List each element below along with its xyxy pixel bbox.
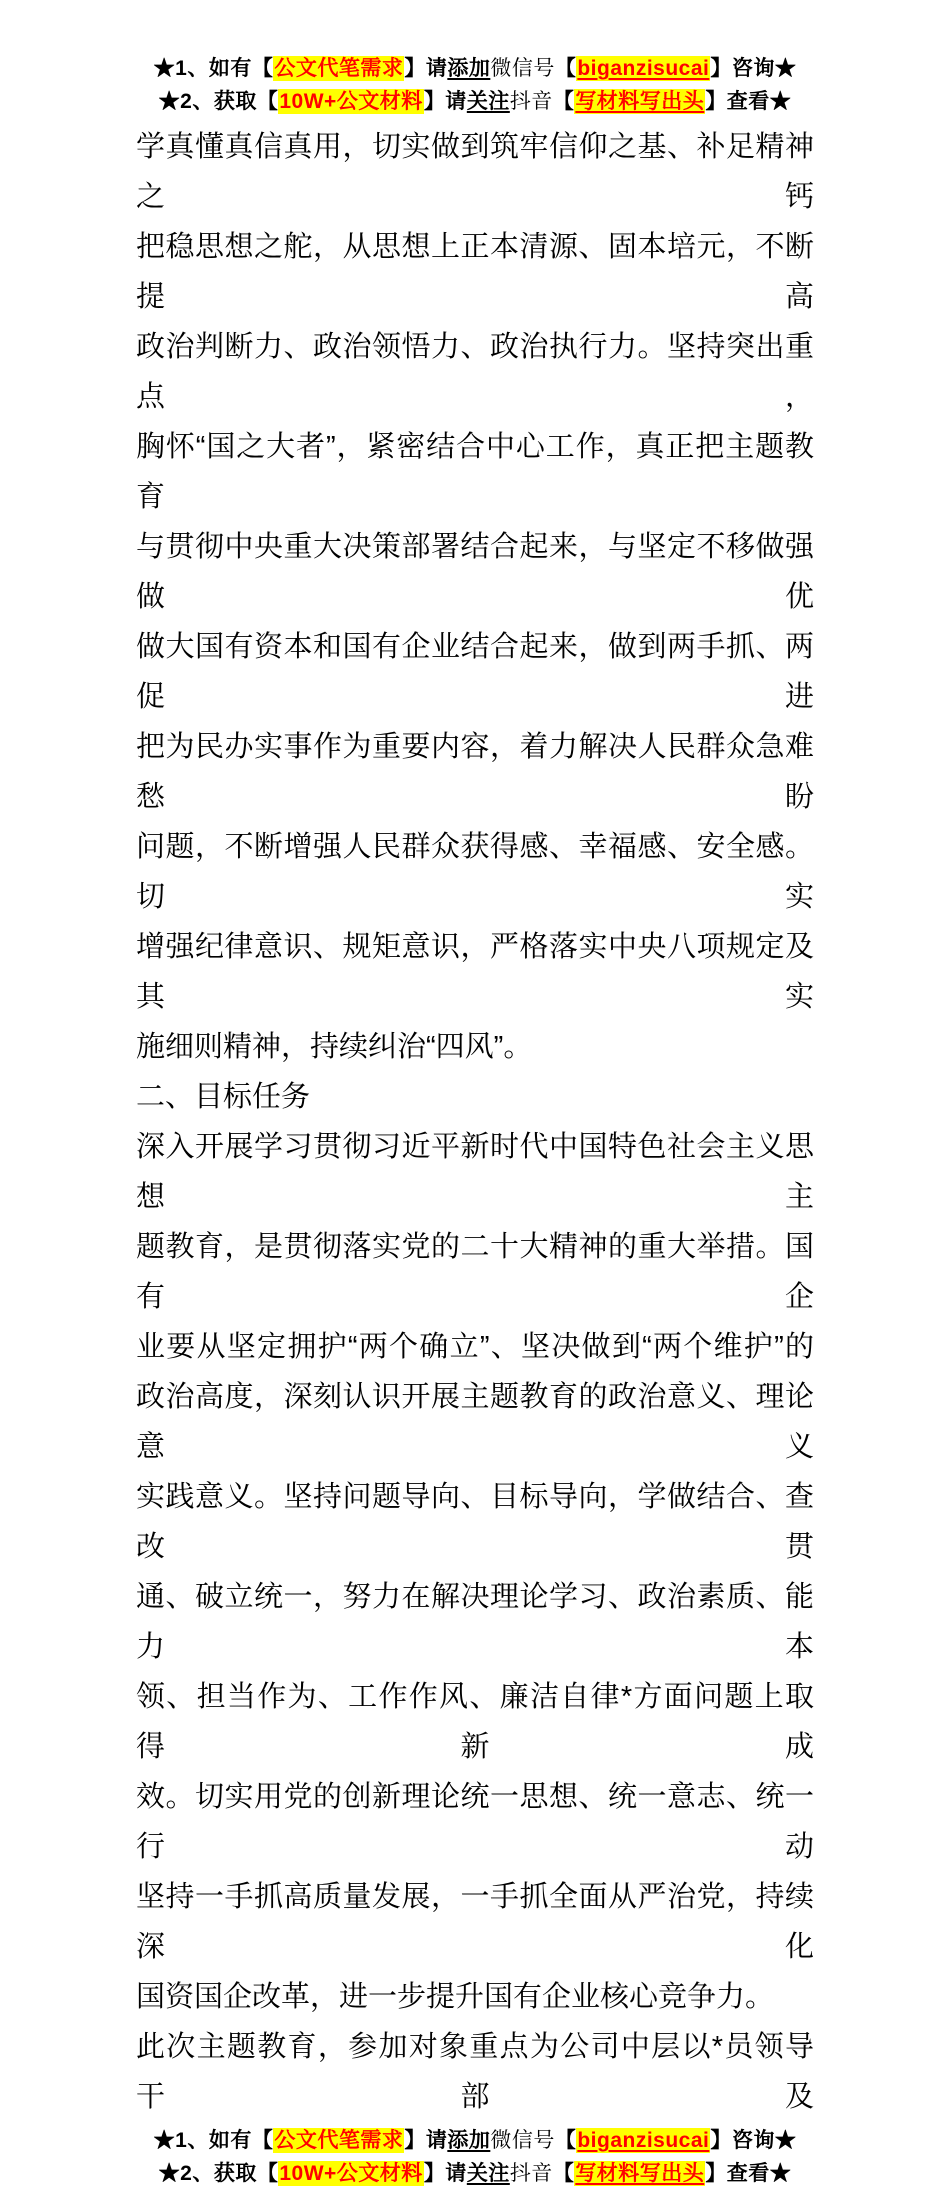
paragraph xyxy=(136,2022,814,2122)
text-line: 二、目标任务 xyxy=(136,1081,311,1113)
banner-text: 关注 xyxy=(466,2162,510,2185)
banner-text: 添加 xyxy=(447,2129,491,2152)
banner-text: 】查看★ xyxy=(705,90,792,113)
highlighted-text: 10W+公文材料 xyxy=(279,90,423,113)
header-notice-line-2 xyxy=(0,85,950,118)
banner-text: 关注 xyxy=(466,90,510,113)
text-line: 领、担当作为、工作作风、廉洁自律*方面问题上取得新成 xyxy=(136,1681,814,1763)
section-heading xyxy=(136,1072,814,1122)
text-line: 把为民办实事作为重要内容，着力解决人民群众急难愁盼 xyxy=(136,731,814,813)
highlighted-text: biganzisucai xyxy=(577,2129,710,2152)
footer-notice-line-2 xyxy=(0,2157,950,2190)
header-notice-line-1 xyxy=(0,52,950,85)
text-line: 与贯彻中央重大决策部署结合起来，与坚定不移做强做优 xyxy=(136,531,814,613)
text-line: 深入开展学习贯彻习近平新时代中国特色社会主义思想主 xyxy=(136,1131,814,1213)
banner-text: 【 xyxy=(552,90,575,113)
banner-text: 】请 xyxy=(423,2162,467,2185)
document-body xyxy=(136,122,814,2122)
banner-text: 】请 xyxy=(423,90,467,113)
text-line: 政治判断力、政治领悟力、政治执行力。坚持突出重点， xyxy=(136,331,814,413)
text-line: 坚持一手抓高质量发展，一手抓全面从严治党，持续深化 xyxy=(136,1881,814,1963)
footer-notice-line-1 xyxy=(0,2124,950,2157)
text-line: 政治高度，深刻认识开展主题教育的政治意义、理论意义 xyxy=(136,1381,814,1463)
text-line: 业要从坚定拥护“两个确立”、坚决做到“两个维护”的 xyxy=(136,1331,814,1363)
text-line: 做大国有资本和国有企业结合起来，做到两手抓、两促进 xyxy=(136,631,814,713)
text-line: 实践意义。坚持问题导向、目标导向，学做结合、查改贯 xyxy=(136,1481,814,1563)
text-line: 题教育，是贯彻落实党的二十大精神的重大举措。国有企 xyxy=(136,1231,814,1313)
banner-text: 【 xyxy=(554,2129,577,2152)
banner-text: 抖音 xyxy=(509,2162,553,2185)
banner-text: 】请 xyxy=(404,2129,448,2152)
banner-text: 】请 xyxy=(404,57,448,80)
highlighted-text: 10W+公文材料 xyxy=(279,2162,423,2185)
footer-notice xyxy=(0,2122,950,2190)
text-line: 学真懂真信真用，切实做到筑牢信仰之基、补足精神之钙 xyxy=(136,131,814,213)
highlighted-text: biganzisucai xyxy=(577,57,710,80)
banner-text: 微信号 xyxy=(490,2129,555,2152)
text-line: 增强纪律意识、规矩意识，严格落实中央八项规定及其实 xyxy=(136,931,814,1013)
banner-text: 】查看★ xyxy=(705,2162,792,2185)
highlighted-text: 写材料写出头 xyxy=(575,90,705,113)
paragraph xyxy=(136,1122,814,2022)
banner-text: 【 xyxy=(552,2162,575,2185)
highlighted-text: 公文代笔需求 xyxy=(274,2129,404,2152)
banner-text: ★1、如有【 xyxy=(153,2129,274,2152)
header-notice xyxy=(0,0,950,118)
banner-text: 微信号 xyxy=(490,57,555,80)
banner-text: 抖音 xyxy=(509,90,553,113)
banner-text: ★2、获取【 xyxy=(158,2162,279,2185)
text-line: 此次主题教育，参加对象重点为公司中层以*员领导干部及 xyxy=(136,2031,814,2113)
text-line: 问题，不断增强人民群众获得感、幸福感、安全感。切实 xyxy=(136,831,814,913)
text-line: 把稳思想之舵，从思想上正本清源、固本培元，不断提高 xyxy=(136,231,814,313)
text-line: 施细则精神，持续纠治“四风”。 xyxy=(136,1031,533,1063)
banner-text: 【 xyxy=(554,57,577,80)
paragraph xyxy=(136,122,814,1072)
banner-text: ★1、如有【 xyxy=(153,57,274,80)
text-line: 胸怀“国之大者”，紧密结合中心工作，真正把主题教育 xyxy=(136,431,814,513)
banner-text: 】咨询★ xyxy=(710,57,797,80)
banner-text: ★2、获取【 xyxy=(158,90,279,113)
text-line: 国资国企改革，进一步提升国有企业核心竞争力。 xyxy=(136,1981,775,2013)
highlighted-text: 公文代笔需求 xyxy=(274,57,404,80)
text-line: 效。切实用党的创新理论统一思想、统一意志、统一行动 xyxy=(136,1781,814,1863)
banner-text: 添加 xyxy=(447,57,491,80)
highlighted-text: 写材料写出头 xyxy=(575,2162,705,2185)
text-line: 通、破立统一，努力在解决理论学习、政治素质、能力本 xyxy=(136,1581,814,1663)
banner-text: 】咨询★ xyxy=(710,2129,797,2152)
